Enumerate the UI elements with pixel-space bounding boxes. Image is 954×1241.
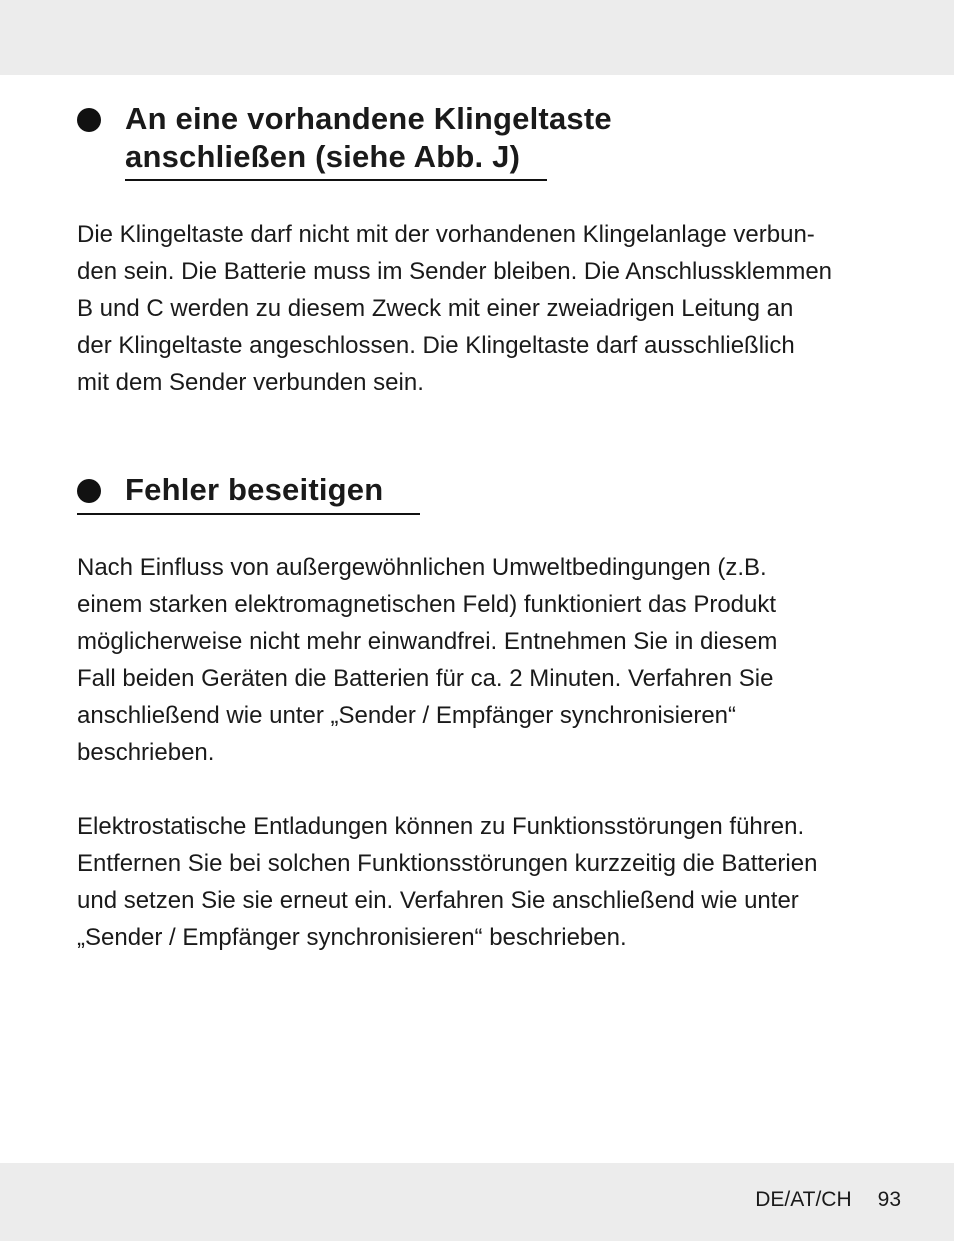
bullet-icon [77,479,101,503]
paragraph-connect-doorbell [77,216,897,401]
section-heading-connect-doorbell [77,100,612,176]
text-line: beschrieben. [77,739,215,766]
page-number: 93 [877,1188,901,1211]
heading-line: anschließen (siehe Abb. J) [125,139,521,174]
text-line: Entfernen Sie bei solchen Funktionsstörungen kurzzeitig die Batterien [77,850,818,877]
text-line: möglicherweise nicht mehr einwandfrei. Entnehmen Sie in diesem [77,628,778,655]
text-line: einem starken elektromagnetischen Feld) funktioniert das Produkt [77,591,777,618]
footer-locale: DE/AT/CH [755,1188,852,1211]
bullet-icon [77,108,101,132]
heading-line: An eine vorhandene Klingeltaste [125,101,612,136]
top-margin-band [0,0,954,75]
text-line: „Sender / Empfänger synchronisieren“ beschrieben. [77,924,627,951]
section-heading-troubleshooting [77,471,383,509]
heading-line: Fehler beseitigen [125,472,384,507]
text-line: Fall beiden Geräten die Batterien für ca. 2 Minuten. Verfahren Sie [77,665,774,692]
paragraph-troubleshooting-2 [77,808,897,956]
paragraph-troubleshooting-1 [77,549,897,771]
heading-text [125,471,383,509]
text-line: Elektrostatische Entladungen können zu Funktionsstörungen führen. [77,813,805,840]
page-footer [755,1186,901,1214]
text-line: und setzen Sie sie erneut ein. Verfahren Sie anschließend wie unter [77,887,799,914]
heading-underline [77,513,420,515]
text-line: Nach Einfluss von außergewöhnlichen Umweltbedingungen (z.B. [77,554,767,581]
text-line: mit dem Sender verbunden sein. [77,369,424,396]
text-line: den sein. Die Batterie muss im Sender bleiben. Die Anschlussklemmen [77,258,833,285]
text-line: B und C werden zu diesem Zweck mit einer zweiadrigen Leitung an [77,295,794,322]
text-line: der Klingeltaste angeschlossen. Die Klingeltaste darf ausschließlich [77,332,795,359]
text-line: anschließend wie unter „Sender / Empfänger synchronisieren“ [77,702,737,729]
heading-text [125,100,612,176]
heading-underline [125,179,547,181]
text-line: Die Klingeltaste darf nicht mit der vorhandenen Klingelanlage verbun- [77,221,815,248]
